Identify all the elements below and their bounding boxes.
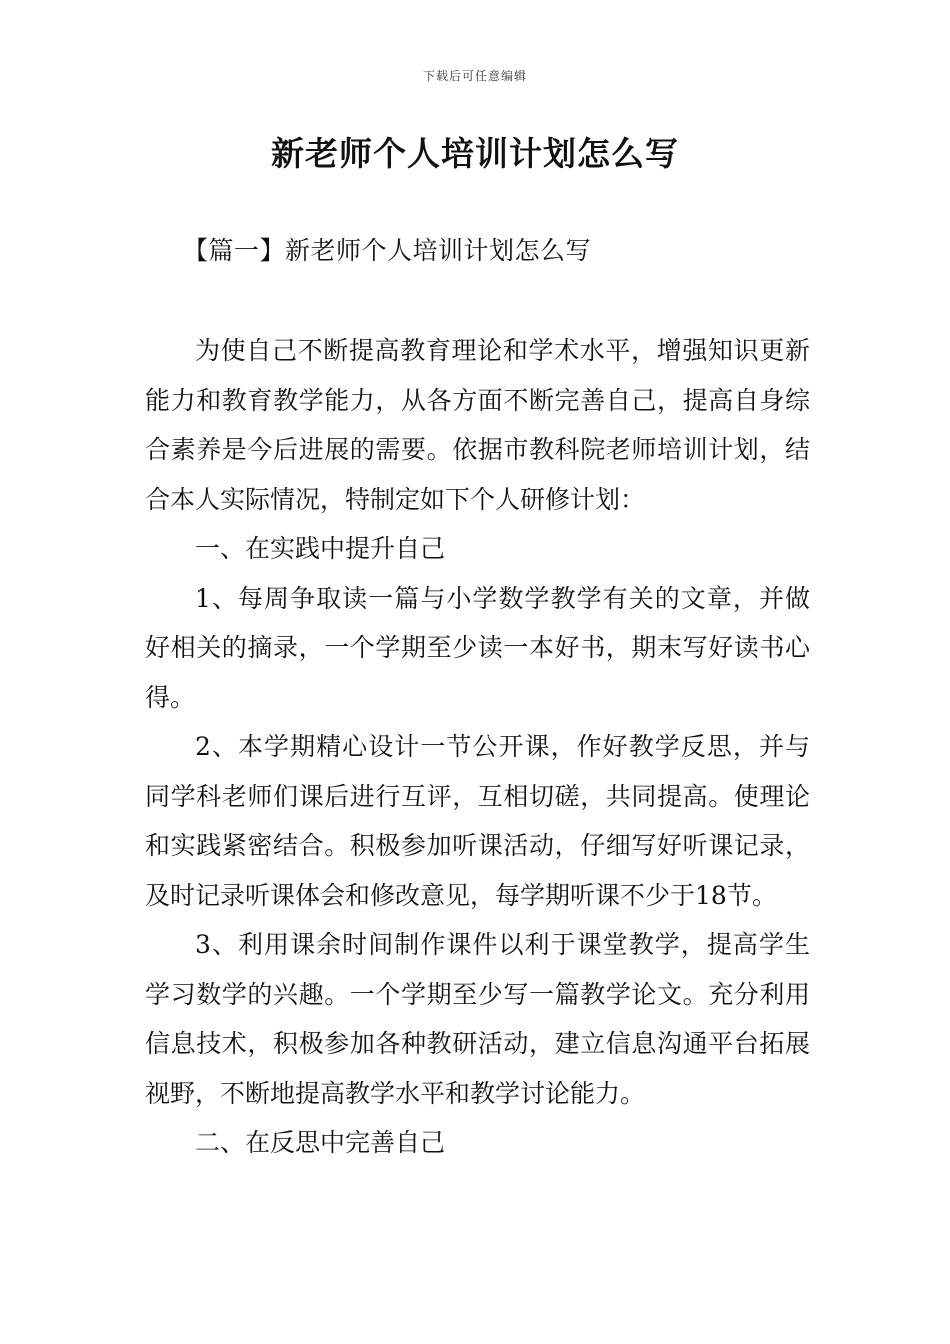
paragraph-item-3: 3、利用课余时间制作课件以利于课堂教学，提高学生学习数学的兴趣。一个学期至少写一篇教学论文。充分利用信息技术，积极参加各种教研活动，建立信息沟通平台拓展视野，不断地提高教学水平和教学讨论能力。 [145, 930, 810, 1108]
paragraph-item-1: 1、每周争取读一篇与小学数学教学有关的文章，并做好相关的摘录，一个学期至少读一本好书，期末写好读书心得。 [145, 583, 810, 712]
document-body [145, 326, 810, 1168]
paragraph-heading-1: 一、在实践中提升自己 [195, 534, 446, 563]
header-note: 下载后可任意编辑 [422, 69, 527, 83]
section-heading: 【篇一】新老师个人培训计划怎么写 [183, 236, 592, 265]
paragraph-intro: 为使自己不断提高教育理论和学术水平，增强知识更新能力和教育教学能力，从各方面不断完善自己，提高自身综合素养是今后进展的需要。依据市教科院老师培训计划，结合本人实际情况，特制定如下个人研修计划： [145, 336, 810, 514]
paragraph-heading-2: 二、在反思中完善自己 [195, 1128, 446, 1157]
paragraph-item-2: 2、本学期精心设计一节公开课，作好教学反思，并与同学科老师们课后进行互评，互相切磋，共同提高。使理论和实践紧密结合。积极参加听课活动，仔细写好听课记录，及时记录听课体会和修改意见，每学期听课不少于18节。 [145, 732, 810, 910]
document-title: 新老师个人培训计划怎么写 [271, 134, 679, 173]
